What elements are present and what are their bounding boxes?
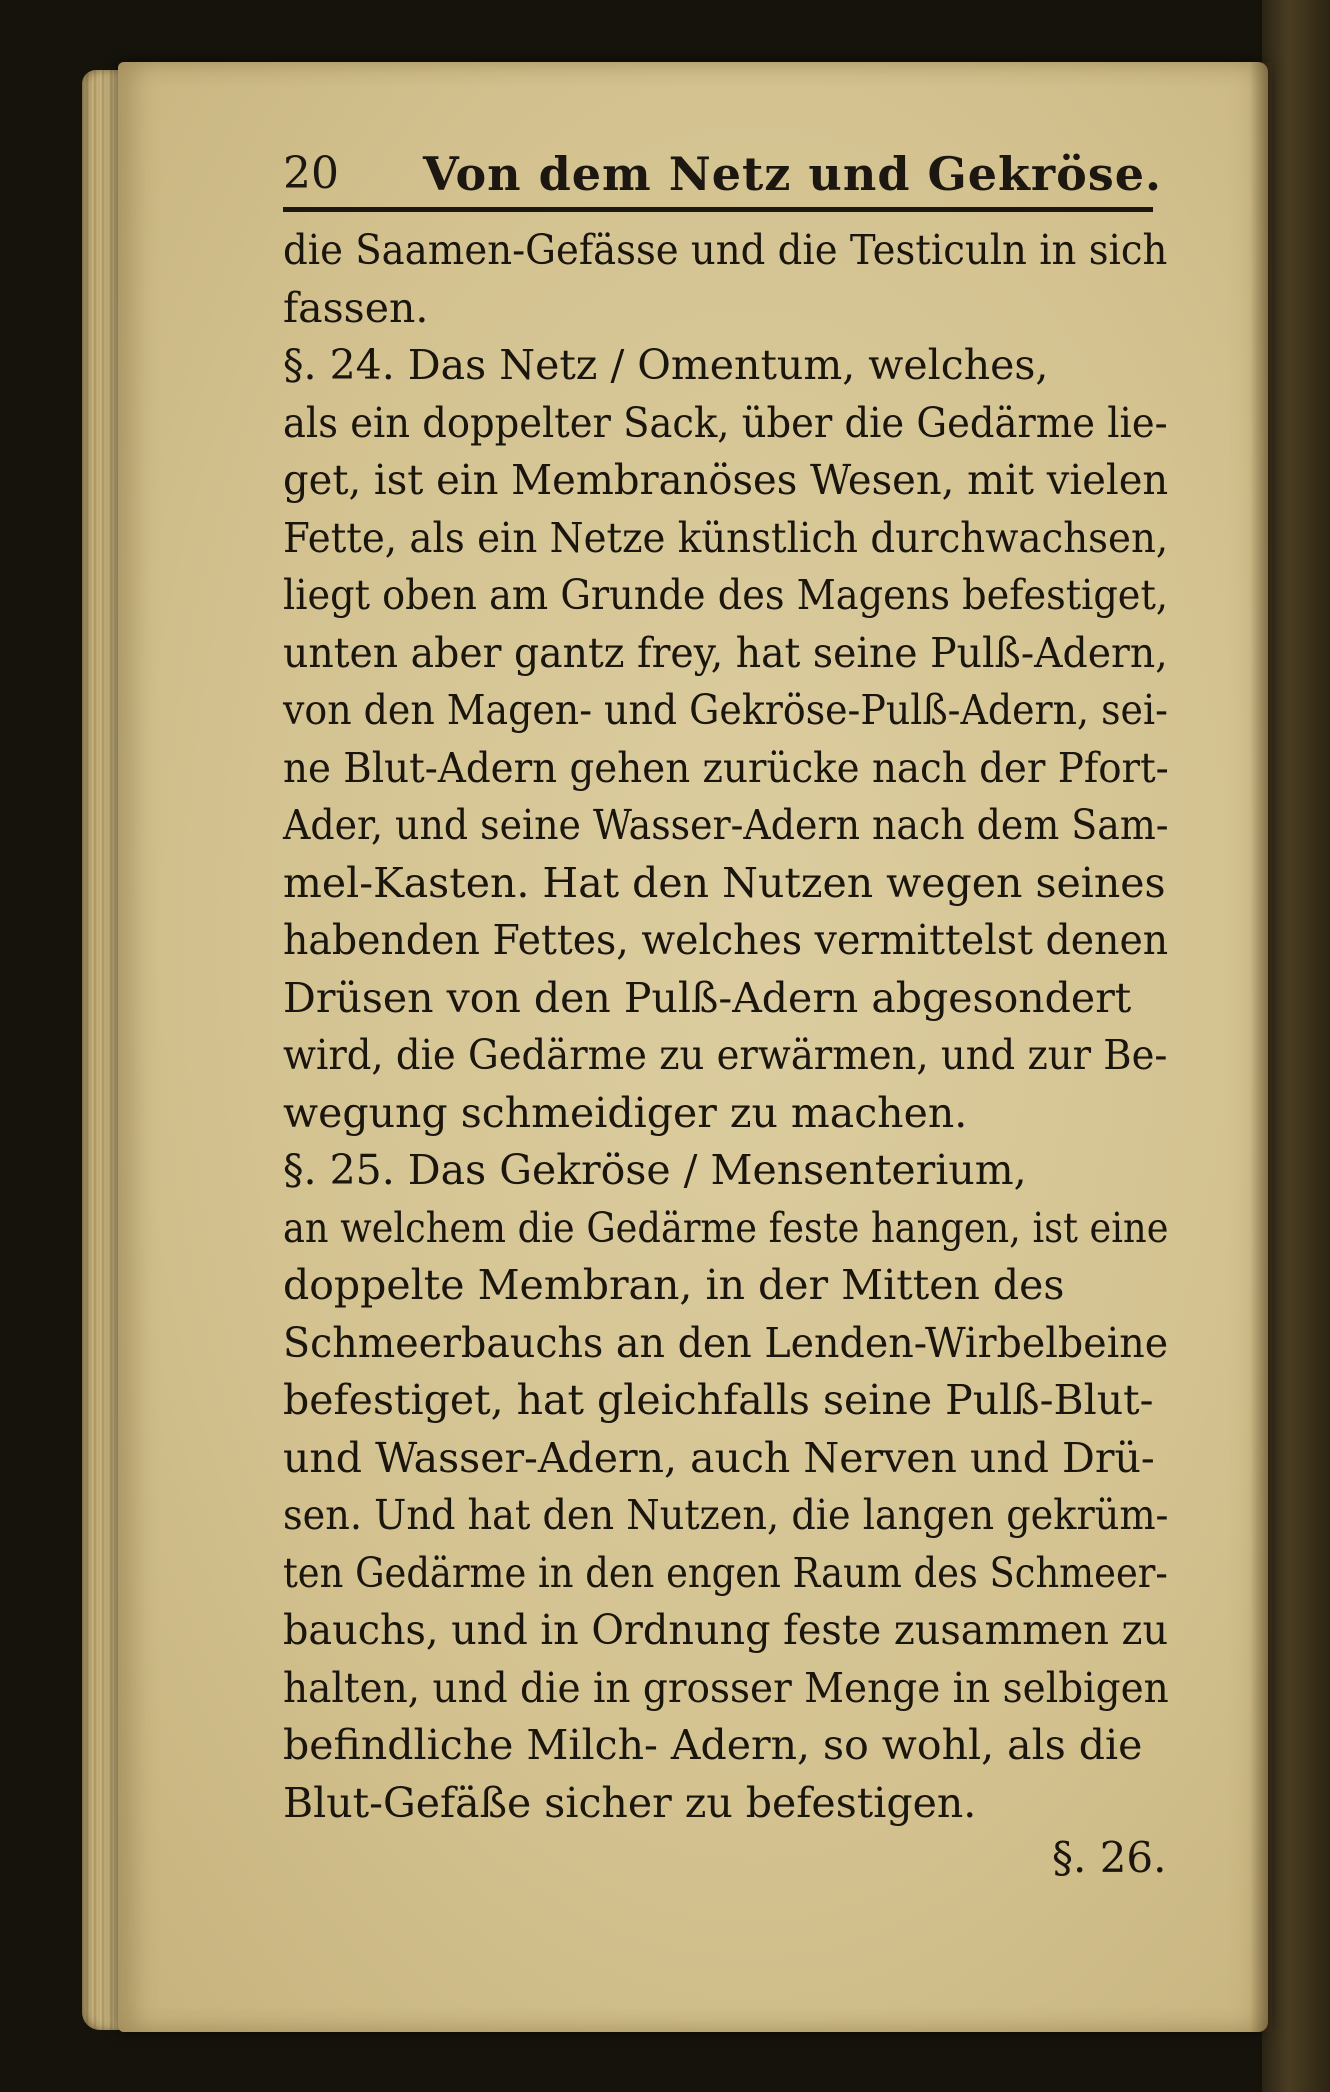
text-line: Ader, und seine Wasser-Adern nach dem Sam- [283, 801, 1169, 849]
body-text [283, 222, 1168, 1832]
text-line: wird, die Gedärme zu erwärmen, und zur Be- [283, 1031, 1168, 1079]
text-line: Fette, als ein Netze künstlich durchwachsen, [283, 513, 1169, 562]
text-line: §. 24. Das Netz / Omentum, welches, [283, 341, 1049, 389]
text-line: get, ist ein Membranöses Wesen, mit vielen [283, 456, 1169, 504]
text-line: an welchem die Gedärme feste hangen, ist eine [283, 1203, 1169, 1252]
text-line: die Saamen-Gefässe und die Testiculn in sich [283, 226, 1168, 274]
text-line: Schmeerbauchs an den Lenden-Wirbelbeine [283, 1318, 1169, 1367]
text-line: doppelte Membran, in der Mitten des [283, 1261, 1065, 1309]
text-line: ne Blut-Adern gehen zurücke nach der Pfort- [283, 743, 1169, 792]
text-line: §. 25. Das Gekröse / Mensenterium, [283, 1146, 1027, 1194]
text-line: liegt oben am Grunde des Magens befestiget, [283, 571, 1168, 619]
text-line: fassen. [283, 283, 429, 332]
page-number: 20 [283, 148, 339, 199]
text-line: wegung schmeidiger zu machen. [283, 1088, 968, 1137]
page-header [283, 146, 1163, 206]
text-line: als ein doppelter Sack, über die Gedärme lie- [283, 398, 1168, 447]
text-line: halten, und die in grosser Menge in selbigen [283, 1663, 1169, 1712]
text-line: habenden Fettes, welches vermittelst denen [283, 916, 1169, 964]
text-line: mel-Kasten. Hat den Nutzen wegen seines [283, 858, 1166, 907]
text-line: Drüsen von den Pulß-Adern abgesondert [283, 973, 1132, 1022]
text-line: und Wasser-Adern, auch Nerven und Drü- [283, 1433, 1155, 1482]
text-line: befindliche Milch- Adern, so wohl, als die [283, 1721, 1143, 1769]
text-line: Blut-Gefäße sicher zu befestigen. [283, 1778, 977, 1827]
header-rule [283, 207, 1153, 212]
running-title: Von dem Netz und Gekröse. [423, 147, 1163, 201]
text-line: bauchs, und in Ordnung feste zusammen zu [283, 1606, 1169, 1654]
text-line: von den Magen- und Gekröse-Pulß-Adern, sei- [283, 686, 1168, 734]
book-binding-edge [1262, 0, 1330, 2092]
text-line: unten aber gantz frey, hat seine Pulß-Adern, [283, 628, 1168, 677]
text-line: befestiget, hat gleichfalls seine Pulß-Blut- [283, 1376, 1154, 1424]
text-line: ten Gedärme in den engen Raum des Schmeer- [283, 1548, 1168, 1597]
catchword: §. 26. [1052, 1833, 1167, 1882]
spine-shadow [1250, 62, 1272, 2032]
text-line: sen. Und hat den Nutzen, die langen gekrüm- [283, 1491, 1169, 1539]
